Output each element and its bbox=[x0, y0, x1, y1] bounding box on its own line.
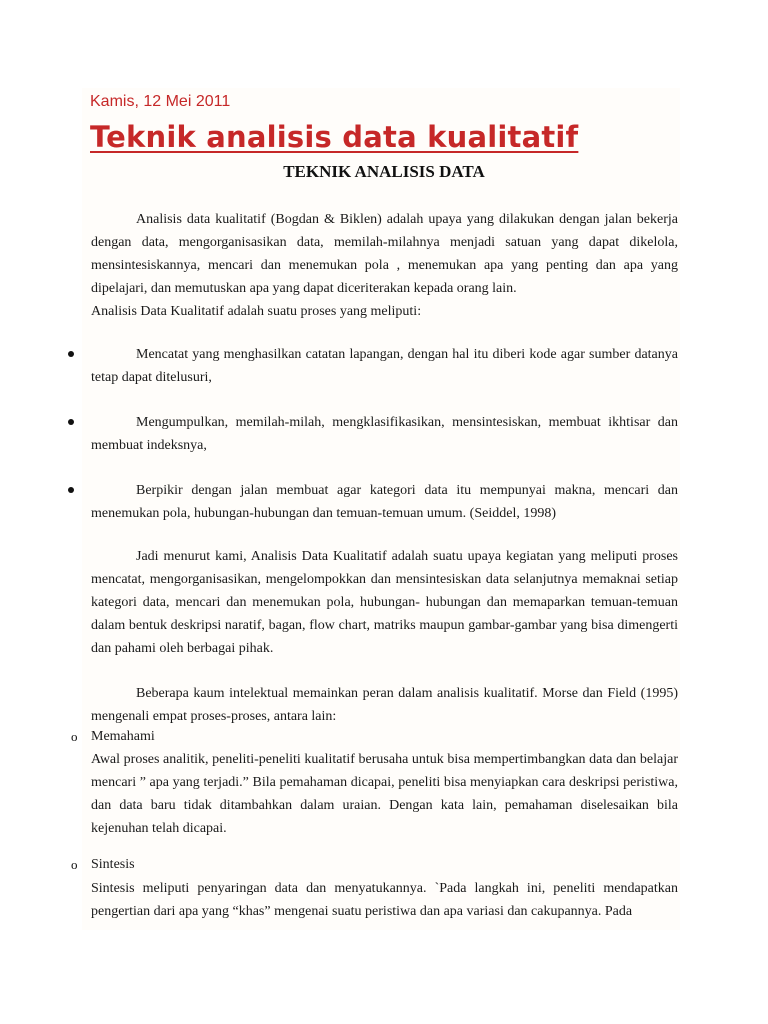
bullet-item-1: Mencatat yang menghasilkan catatan lapangan, dengan hal itu diberi kode agar sumber datanya tetap dapat ditelusuri, bbox=[91, 347, 678, 385]
bullet-icon bbox=[68, 351, 74, 357]
post-title[interactable]: Teknik analisis data kualitatif bbox=[90, 120, 579, 154]
process-description: Awal proses analitik, peneliti-peneliti kualitatif berusaha untuk bisa mempertimbangkan data dan belajar mencari ” apa yang terjadi.” Bila pemahaman dicapai, peneliti bisa menyiapkan cara deskripsi peristiwa, dan data baru tidak ditambahkan dalam uraian. Dengan kata lain, pemahaman diselesaikan bila kejenuhan telah dicapai. bbox=[91, 752, 678, 836]
intro-paragraph: Analisis data kualitatif (Bogdan & Biklen) adalah upaya yang dilakukan dengan jalan bekerja dengan data, mengorganisasikan data, memilah-milahnya menjadi satuan yang dapat dikelola, mensintesiskannya, mencari dan menemukan pola , menemukan apa yang penting dan apa yang dipelajari, dan memutuskan apa yang dapat diceriterakan kepada orang lain. bbox=[91, 212, 678, 296]
morse-paragraph: Beberapa kaum intelektual memainkan peran dalam analisis kualitatif. Morse dan Field (1995) mengenali empat proses-proses, antara lain: bbox=[91, 686, 678, 724]
post-date: Kamis, 12 Mei 2011 bbox=[90, 93, 231, 110]
bullet-icon bbox=[68, 487, 74, 493]
circle-bullet-icon: o bbox=[71, 729, 78, 744]
lead-paragraph: Analisis Data Kualitatif adalah suatu proses yang meliputi: bbox=[91, 304, 422, 319]
process-description: Sintesis meliputi penyaringan data dan menyatukannya. `Pada langkah ini, peneliti mendapatkan pengertian dari apa yang “khas” mengenai suatu peristiwa dan apa variasi dan cakupannya. Pada bbox=[91, 881, 678, 919]
circle-bullet-icon: o bbox=[71, 857, 78, 872]
bullet-item-2: Mengumpulkan, memilah-milah, mengklasifikasikan, mensintesiskan, membuat ikhtisar dan membuat indeksnya, bbox=[91, 415, 678, 453]
conclusion-paragraph: Jadi menurut kami, Analisis Data Kualitatif adalah suatu upaya kegiatan yang meliputi proses mencatat, mengorganisasikan, mengelompokkan dan mensintesiskan data selanjutnya memaknai setiap kategori data, mencari dan menemukan pola, hubungan- hubungan dan memaparkan temuan-temuan dalam bentuk deskripsi naratif, bagan, flow chart, matriks maupun gambar-gambar yang bisa dimengerti dan pahami oleh berbagai pihak. bbox=[91, 549, 678, 656]
process-name: Memahami bbox=[91, 729, 155, 744]
bullet-icon bbox=[68, 419, 74, 425]
section-heading: TEKNIK ANALISIS DATA bbox=[283, 162, 485, 181]
bullet-item-3: Berpikir dengan jalan membuat agar kategori data itu mempunyai makna, mencari dan menemukan pola, hubungan-hubungan dan temuan-temuan umum. (Seiddel, 1998) bbox=[91, 483, 678, 521]
process-name: Sintesis bbox=[91, 857, 135, 872]
